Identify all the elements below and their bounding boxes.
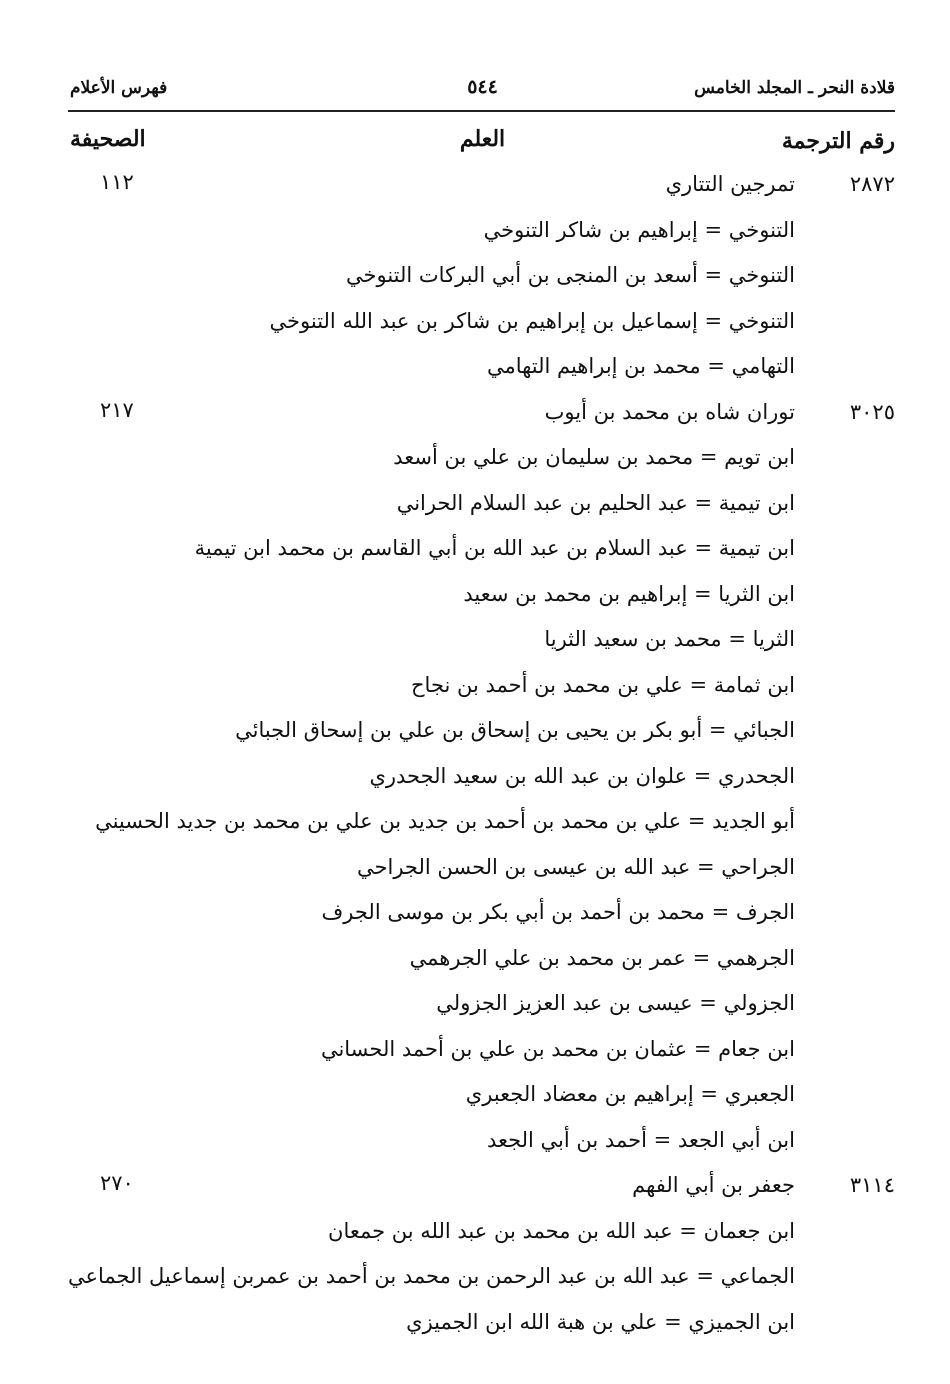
entry-name: الجرف = محمد بن أحمد بن أبي بكر بن موسى الجرف <box>321 900 795 924</box>
entry-name: ابن الجميزي = علي بن هبة الله ابن الجميزي <box>406 1309 795 1334</box>
index-entry <box>70 940 895 986</box>
column-page: الصحيفة <box>70 126 146 152</box>
index-entry <box>70 257 895 303</box>
index-entry <box>70 803 895 849</box>
entry-number: ٣٠٢٥ <box>849 399 895 424</box>
index-entry <box>70 530 895 576</box>
entry-page: ٢١٧ <box>100 397 134 422</box>
entry-name: ابن تيمية = عبد السلام بن عبد الله بن أبي القاسم بن محمد ابن تيمية <box>194 536 795 560</box>
entry-name: ابن تيمية = عبد الحليم بن عبد السلام الحراني <box>396 490 795 515</box>
index-entry <box>70 576 895 622</box>
entry-name: الجبائي = أبو بكر بن يحيى بن إسحاق بن علي بن إسحاق الجبائي <box>235 718 795 742</box>
entry-number: ٣١١٤ <box>849 1173 895 1197</box>
index-entry <box>70 212 895 258</box>
section-title: فهرس الأعلام <box>70 78 168 98</box>
index-entry <box>67 1258 895 1304</box>
entry-name: التنوخي = إبراهيم بن شاكر التنوخي <box>483 217 795 242</box>
entry-name: ابن جعام = عثمان بن محمد بن علي بن أحمد الحساني <box>320 1036 795 1061</box>
entry-name: الجزولي = عيسى بن عبد العزيز الجزولي <box>436 991 795 1015</box>
entry-name: جعفر بن أبي الفهم <box>632 1173 795 1197</box>
entry-name: الثريا = محمد بن سعيد الثريا <box>544 627 795 651</box>
index-entry <box>70 166 895 212</box>
index-entry <box>70 985 895 1031</box>
running-header <box>70 72 895 106</box>
column-headers <box>70 124 895 164</box>
column-name: العلم <box>459 126 506 152</box>
index-entry <box>70 439 895 485</box>
entry-name: ابن الثريا = إبراهيم بن محمد بن سعيد <box>463 581 795 606</box>
entry-page: ٢٧٠ <box>100 1171 134 1195</box>
index-entry <box>70 394 895 440</box>
column-entry-number: رقم الترجمة <box>781 128 895 154</box>
index-entries <box>67 166 895 1349</box>
entry-name: أبو الجديد = علي بن محمد بن أحمد بن جديد بن علي بن محمد بن جديد الحسيني <box>95 809 795 833</box>
index-entry <box>70 1076 895 1122</box>
index-entry <box>70 1213 895 1259</box>
book-title: قلادة النحر ـ المجلد الخامس <box>694 78 895 98</box>
page-number: ٥٤٤ <box>467 76 498 98</box>
index-entry <box>70 348 895 394</box>
index-entry <box>70 1122 895 1168</box>
index-entry <box>70 1167 895 1213</box>
index-entry <box>70 894 895 940</box>
entry-name: توران شاه بن محمد بن أيوب <box>544 399 795 424</box>
index-entry <box>70 1031 895 1077</box>
entry-name: التنوخي = إسماعيل بن إبراهيم بن شاكر بن عبد الله التنوخي <box>269 308 795 333</box>
index-entry <box>70 1304 895 1350</box>
index-entry <box>70 485 895 531</box>
entry-name: الجماعي = عبد الله بن عبد الرحمن بن محمد بن أحمد بن عمربن إسماعيل الجماعي <box>67 1264 795 1288</box>
entry-name: الجعبري = إبراهيم بن معضاد الجعبري <box>465 1082 795 1106</box>
entry-name: الجرهمي = عمر بن محمد بن علي الجرهمي <box>409 945 795 970</box>
index-entry <box>70 712 895 758</box>
entry-page: ١١٢ <box>100 170 134 194</box>
entry-name: ابن تويم = محمد بن سليمان بن علي بن أسعد <box>393 445 795 469</box>
index-entry <box>70 849 895 895</box>
entry-name: الجراحي = عبد الله بن عيسى بن الحسن الجراحي <box>357 854 795 879</box>
entry-name: ابن ثمامة = علي بن محمد بن أحمد بن نجاح <box>410 672 795 697</box>
entry-name: التهامي = محمد بن إبراهيم التهامي <box>486 354 795 378</box>
entry-name: ابن جعمان = عبد الله بن محمد بن عبد الله بن جمعان <box>328 1218 795 1243</box>
entry-name: التنوخي = أسعد بن المنجى بن أبي البركات التنوخي <box>346 263 795 287</box>
entry-name: الجحدري = علوان بن عبد الله بن سعيد الجحدري <box>369 763 795 788</box>
header-divider <box>68 110 895 112</box>
entry-number: ٢٨٧٢ <box>849 172 895 196</box>
index-entry <box>70 621 895 667</box>
index-entry <box>70 303 895 349</box>
entry-name: ابن أبي الجعد = أحمد بن أبي الجعد <box>486 1127 795 1152</box>
index-entry <box>70 667 895 713</box>
entry-name: تمرجين التتاري <box>665 172 795 196</box>
index-entry <box>70 758 895 804</box>
